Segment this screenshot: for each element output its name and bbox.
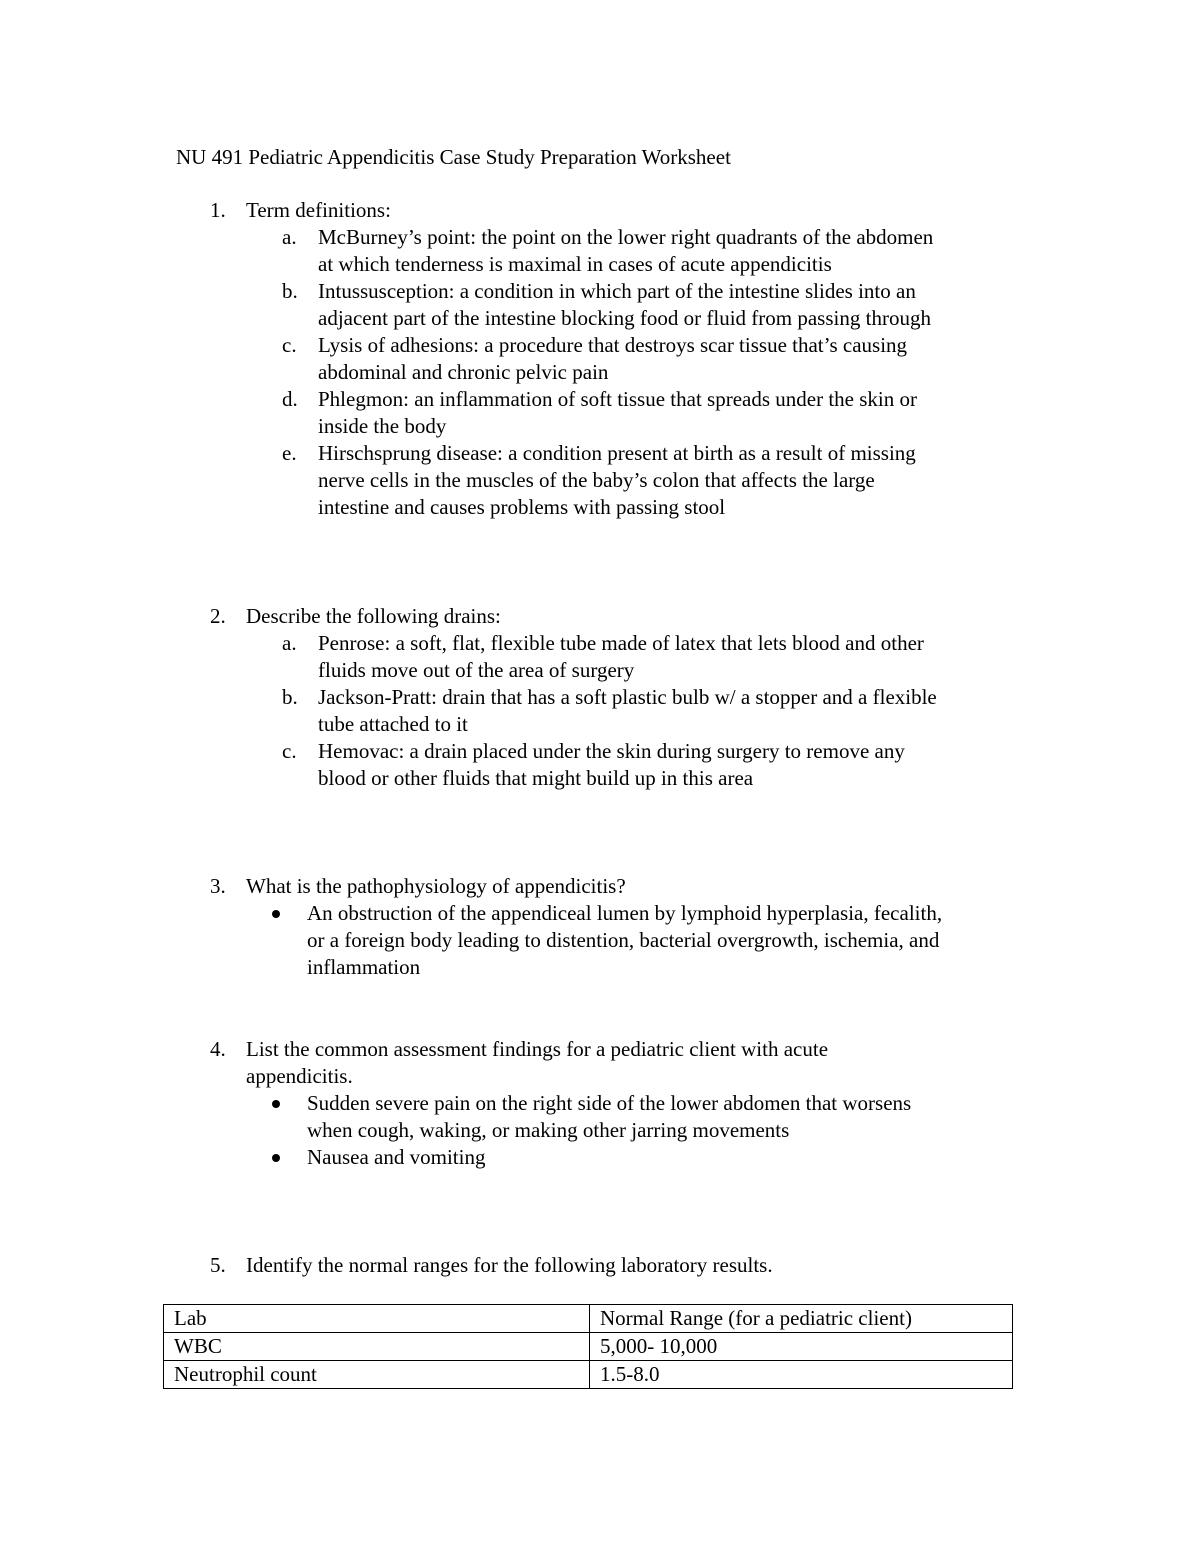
question-1 <box>176 197 1036 521</box>
item-text-line: at which tenderness is maximal in cases of acute appendicitis <box>318 252 832 276</box>
item-label: b. <box>282 685 298 709</box>
question-number: 5. <box>210 1253 226 1277</box>
item-label: b. <box>282 279 298 303</box>
item-text-line: abdominal and chronic pelvic pain <box>318 360 609 384</box>
table-header-row <box>164 1305 1013 1333</box>
bullet-item <box>176 1090 1036 1144</box>
question-2 <box>176 603 1036 792</box>
table-header-cell: Lab <box>164 1305 590 1333</box>
list-item <box>176 278 1036 332</box>
bullet-text-line: An obstruction of the appendiceal lumen by lymphoid hyperplasia, fecalith, <box>307 901 943 925</box>
table-cell: Neutrophil count <box>164 1361 590 1389</box>
table-cell: 5,000- 10,000 <box>590 1333 1013 1361</box>
question-5 <box>176 1252 1036 1279</box>
question-text: What is the pathophysiology of appendicitis? <box>246 874 626 898</box>
bullet-icon <box>272 1100 280 1108</box>
item-text-line: Hirschsprung disease: a condition present at birth as a result of missing <box>318 441 916 465</box>
bullet-text-line: inflammation <box>307 955 421 979</box>
item-text-line: intestine and causes problems with passing stool <box>318 495 726 519</box>
bullet-text-line: Sudden severe pain on the right side of the lower abdomen that worsens <box>307 1091 912 1115</box>
question-text: appendicitis. <box>246 1064 353 1088</box>
list-item <box>176 440 1036 521</box>
list-item <box>176 684 1036 738</box>
item-label: a. <box>282 631 297 655</box>
bullet-item <box>176 900 1036 981</box>
question-4 <box>176 1036 1036 1171</box>
bullet-text-line: or a foreign body leading to distention, bacterial overgrowth, ischemia, and <box>307 928 940 952</box>
list-item <box>176 386 1036 440</box>
bullet-item <box>176 1144 1036 1171</box>
item-text-line: adjacent part of the intestine blocking food or fluid from passing through <box>318 306 931 330</box>
list-item <box>176 630 1036 684</box>
table-row <box>164 1361 1013 1389</box>
item-text-line: tube attached to it <box>318 712 468 736</box>
item-text-line: blood or other fluids that might build up in this area <box>318 766 754 790</box>
table-header-cell: Normal Range (for a pediatric client) <box>590 1305 1013 1333</box>
item-label: e. <box>282 441 297 465</box>
bullet-icon <box>272 910 280 918</box>
question-3 <box>176 873 1036 981</box>
table-cell: 1.5-8.0 <box>590 1361 1013 1389</box>
list-item <box>176 738 1036 792</box>
item-text-line: nerve cells in the muscles of the baby’s colon that affects the large <box>318 468 875 492</box>
question-text: Term definitions: <box>246 198 391 222</box>
item-text-line: Penrose: a soft, flat, flexible tube made of latex that lets blood and other <box>318 631 924 655</box>
item-text-line: Phlegmon: an inflammation of soft tissue that spreads under the skin or <box>318 387 917 411</box>
item-text-line: Lysis of adhesions: a procedure that destroys scar tissue that’s causing <box>318 333 908 357</box>
item-text-line: Intussusception: a condition in which part of the intestine slides into an <box>318 279 916 303</box>
question-number: 2. <box>210 604 226 628</box>
item-label: d. <box>282 387 298 411</box>
question-text: Describe the following drains: <box>246 604 501 628</box>
item-text-line: McBurney’s point: the point on the lower right quadrants of the abdomen <box>318 225 934 249</box>
question-number: 3. <box>210 874 226 898</box>
item-label: c. <box>282 333 297 357</box>
table-row <box>164 1333 1013 1361</box>
bullet-text-line: when cough, waking, or making other jarring movements <box>307 1118 790 1142</box>
item-label: c. <box>282 739 297 763</box>
item-text-line: fluids move out of the area of surgery <box>318 658 635 682</box>
question-text: Identify the normal ranges for the following laboratory results. <box>246 1253 773 1277</box>
item-text-line: Hemovac: a drain placed under the skin during surgery to remove any <box>318 739 905 763</box>
question-number: 4. <box>210 1037 226 1061</box>
item-text-line: Jackson-Pratt: drain that has a soft plastic bulb w/ a stopper and a flexible <box>318 685 937 709</box>
list-item <box>176 332 1036 386</box>
lab-ranges-table <box>163 1304 1013 1389</box>
item-text-line: inside the body <box>318 414 447 438</box>
question-text: List the common assessment findings for a pediatric client with acute <box>246 1037 829 1061</box>
list-item <box>176 224 1036 278</box>
question-number: 1. <box>210 198 226 222</box>
table-cell: WBC <box>164 1333 590 1361</box>
bullet-text-line: Nausea and vomiting <box>307 1145 486 1169</box>
bullet-icon <box>272 1154 280 1162</box>
page-title: NU 491 Pediatric Appendicitis Case Study Preparation Worksheet <box>176 145 731 169</box>
item-label: a. <box>282 225 297 249</box>
